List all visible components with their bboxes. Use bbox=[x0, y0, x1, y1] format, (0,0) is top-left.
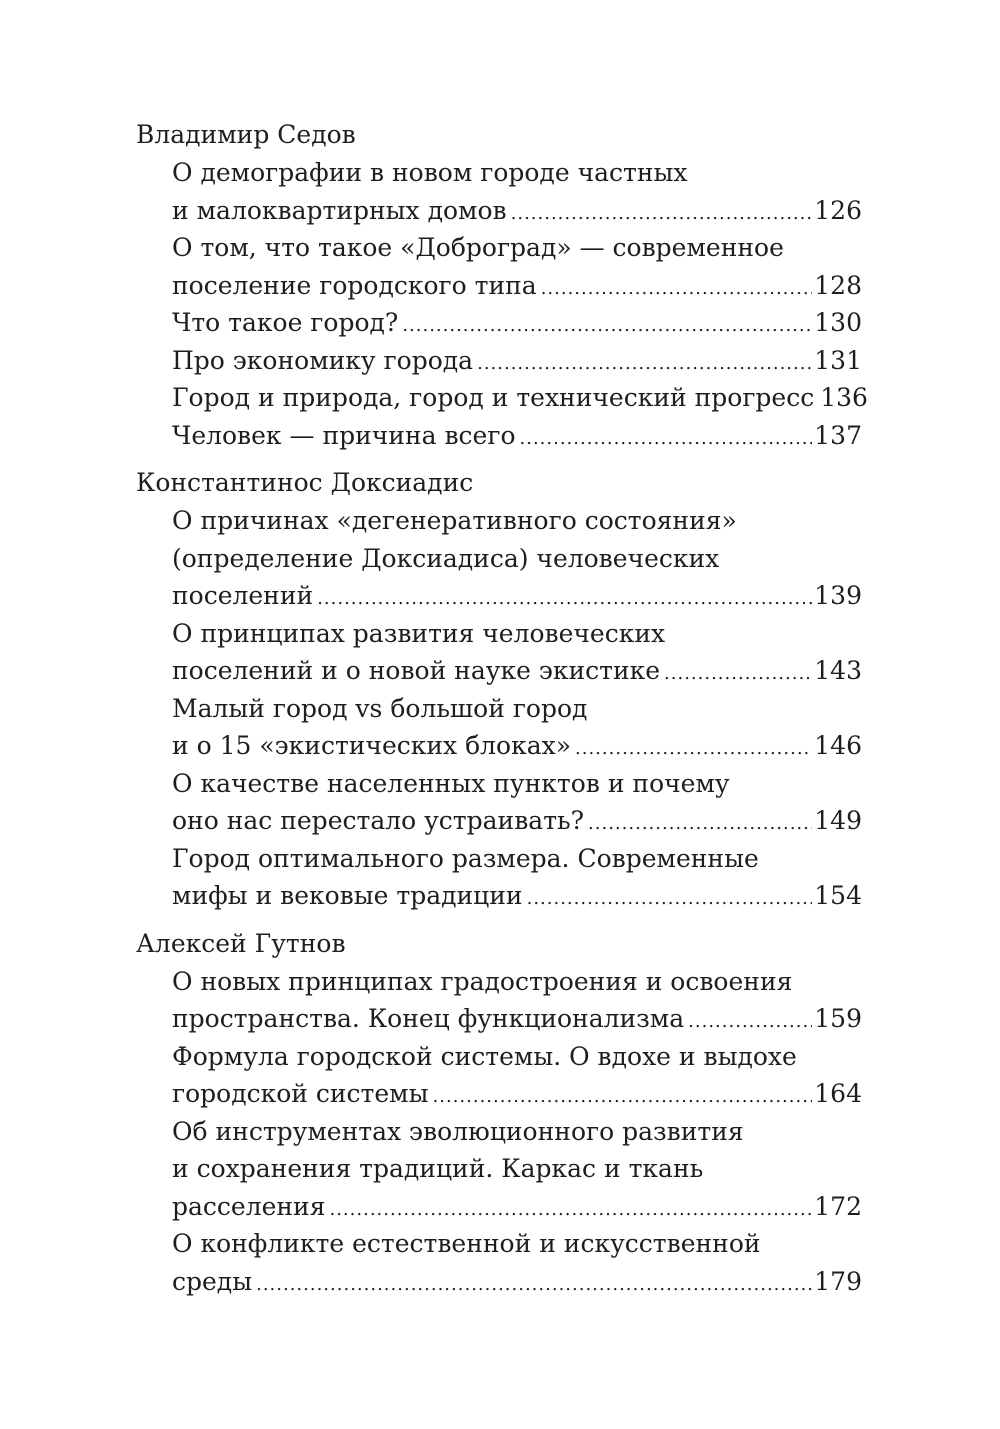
page-number: 159 bbox=[814, 1004, 862, 1033]
entry-last-line bbox=[172, 267, 862, 305]
entry-title-line: и малоквартирных домов bbox=[172, 195, 507, 225]
dot-leader bbox=[511, 195, 813, 233]
page-number: 130 bbox=[814, 308, 862, 337]
toc-entry bbox=[136, 342, 862, 380]
dot-leader bbox=[664, 655, 812, 693]
entry-title-line: расселения bbox=[172, 1191, 326, 1221]
toc-entry bbox=[136, 1113, 862, 1226]
toc-entry bbox=[136, 840, 862, 915]
toc-section bbox=[136, 925, 862, 1301]
dot-leader bbox=[329, 1191, 812, 1229]
toc-entry bbox=[136, 765, 862, 840]
dot-leader bbox=[588, 805, 812, 843]
page-number: 139 bbox=[814, 581, 862, 610]
entry-title-line: Человек — причина всего bbox=[172, 420, 516, 450]
entry-title-line: Город и природа, город и технический прогресс bbox=[172, 383, 815, 412]
entry-title-line: мифы и вековые традиции bbox=[172, 881, 523, 910]
dot-leader bbox=[575, 730, 812, 768]
entry-title-line: Об инструментах эволюционного развития bbox=[172, 1116, 744, 1146]
toc-entry bbox=[136, 1038, 862, 1113]
dot-leader bbox=[477, 345, 812, 383]
dot-leader bbox=[520, 420, 813, 458]
entry-title-line: (определение Доксиадиса) человеческих bbox=[172, 543, 720, 573]
entry-last-line bbox=[172, 417, 862, 455]
toc-entry bbox=[136, 690, 862, 765]
dot-leader bbox=[317, 580, 812, 618]
entry-last-line bbox=[172, 379, 868, 417]
entry-last-line bbox=[172, 192, 862, 230]
entry-last-line bbox=[172, 1188, 862, 1226]
dot-leader bbox=[688, 1003, 812, 1041]
entry-last-line bbox=[172, 652, 862, 690]
dot-leader bbox=[402, 307, 812, 345]
entry-title-line: и сохранения традиций. Каркас и ткань bbox=[172, 1154, 704, 1183]
entry-last-line bbox=[172, 342, 862, 380]
section-author: Владимир Седов bbox=[136, 120, 356, 149]
entry-last-line bbox=[172, 727, 862, 765]
toc-section bbox=[136, 464, 862, 915]
page-number: 126 bbox=[814, 195, 862, 225]
entry-title-line: О демографии в новом городе частных bbox=[172, 158, 688, 187]
toc-entry bbox=[136, 963, 862, 1038]
page-number: 131 bbox=[814, 345, 862, 375]
toc-entry bbox=[136, 417, 862, 455]
dot-leader bbox=[527, 880, 813, 918]
entry-title-line: Что такое город? bbox=[172, 308, 399, 337]
page-number: 136 bbox=[820, 383, 868, 412]
entry-title-line: пространства. Конец функционализма bbox=[172, 1004, 685, 1033]
entry-title-line: и о 15 «экистических блоках» bbox=[172, 731, 572, 760]
entry-title-line: О конфликте естественной и искусственной bbox=[172, 1229, 761, 1258]
entry-last-line bbox=[172, 1263, 862, 1301]
section-author: Константинос Доксиадис bbox=[136, 468, 474, 497]
entry-last-line bbox=[172, 1000, 862, 1038]
dot-leader bbox=[256, 1266, 812, 1304]
section-author: Алексей Гутнов bbox=[136, 928, 346, 958]
entry-title-line: Малый город vs большой город bbox=[172, 693, 588, 723]
entry-title-line: поселений и о новой науке экистике bbox=[172, 656, 661, 685]
page-number: 146 bbox=[814, 731, 862, 760]
page-number: 154 bbox=[814, 881, 862, 910]
toc-section bbox=[136, 116, 868, 454]
entry-title-line: О качестве населенных пунктов и почему bbox=[172, 768, 730, 798]
dot-leader bbox=[541, 270, 813, 308]
page-number: 172 bbox=[814, 1191, 862, 1221]
entry-title-line: поселение городского типа bbox=[172, 270, 537, 300]
entry-last-line bbox=[172, 877, 862, 915]
entry-last-line bbox=[172, 1075, 862, 1113]
entry-title-line: поселений bbox=[172, 581, 314, 610]
entry-last-line bbox=[172, 304, 862, 342]
entry-title-line: оно нас перестало устраивать? bbox=[172, 806, 585, 835]
entry-title-line: Формула городской системы. О вдохе и выдохе bbox=[172, 1041, 797, 1071]
toc-entry bbox=[136, 154, 862, 229]
entry-title-line: Про экономику города bbox=[172, 345, 474, 375]
page-number: 179 bbox=[814, 1266, 862, 1296]
toc-entry bbox=[136, 379, 868, 417]
entry-title-line: О принципах развития человеческих bbox=[172, 618, 666, 648]
entry-title-line: Город оптимального размера. Современные bbox=[172, 843, 759, 873]
entry-last-line bbox=[172, 802, 862, 840]
toc-entry bbox=[136, 502, 862, 615]
toc-entry bbox=[136, 1225, 862, 1300]
page-number: 164 bbox=[814, 1079, 862, 1108]
page-number: 143 bbox=[814, 656, 862, 685]
entry-title-line: О том, что такое «Доброград» — современное bbox=[172, 233, 784, 262]
entry-last-line bbox=[172, 577, 862, 615]
entry-title-line: городской системы bbox=[172, 1079, 429, 1108]
table-of-contents bbox=[136, 116, 868, 1310]
page-number: 137 bbox=[814, 420, 862, 450]
page-number: 128 bbox=[814, 270, 862, 300]
toc-entry bbox=[136, 229, 862, 304]
toc-entry bbox=[136, 615, 862, 690]
entry-title-line: О причинах «дегенеративного состояния» bbox=[172, 506, 737, 535]
dot-leader bbox=[433, 1078, 813, 1116]
entry-title-line: О новых принципах градостроения и освоения bbox=[172, 966, 793, 996]
page-number: 149 bbox=[814, 806, 862, 835]
toc-entry bbox=[136, 304, 862, 342]
entry-title-line: среды bbox=[172, 1266, 253, 1296]
